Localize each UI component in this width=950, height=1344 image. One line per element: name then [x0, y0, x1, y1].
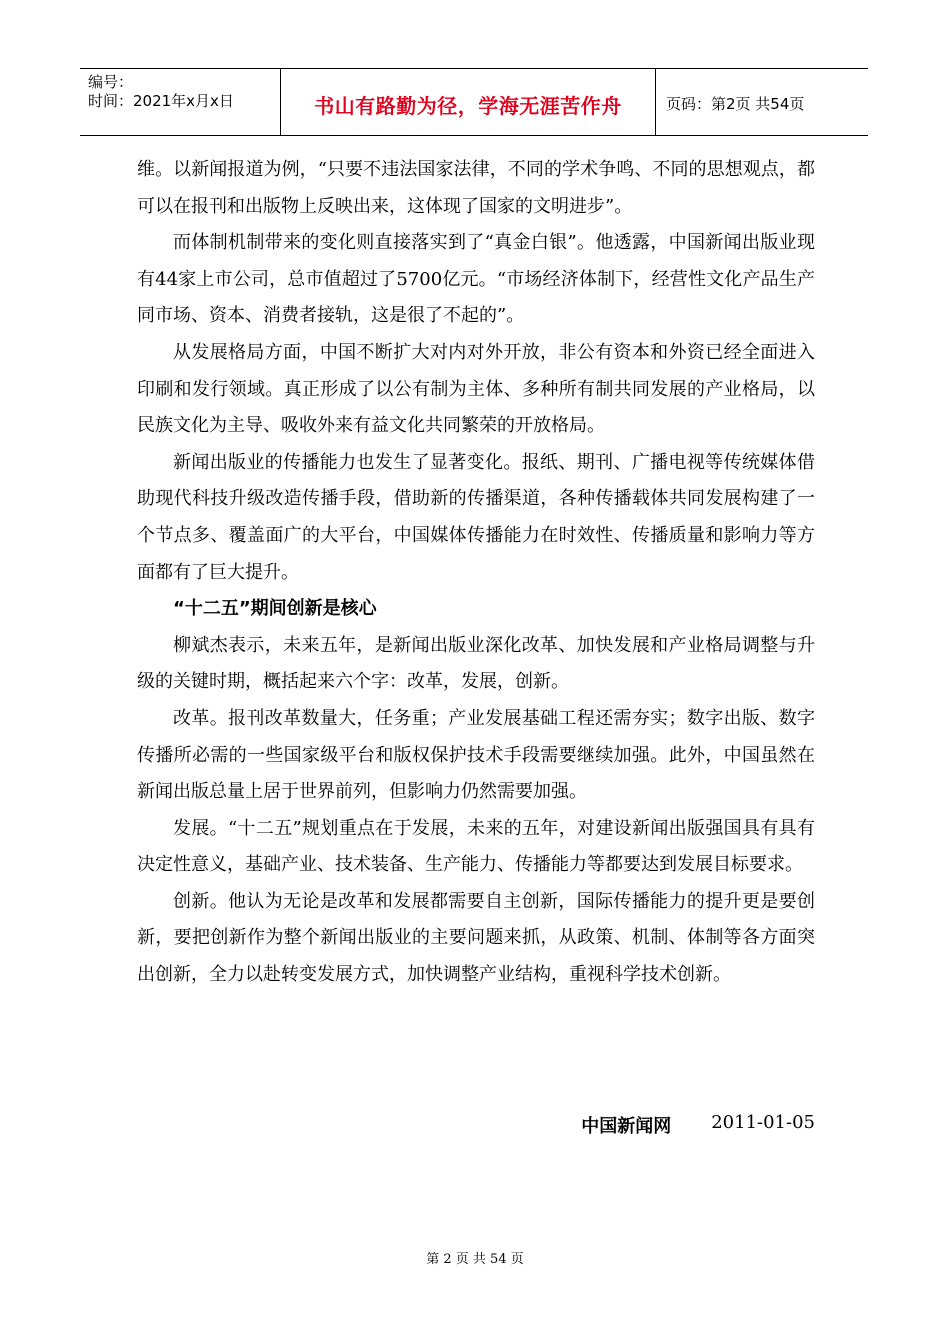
header-meta [80, 69, 281, 135]
section-heading: “十二五”期间创新是核心 [173, 598, 377, 620]
paragraph: 从发展格局方面，中国不断扩大对内对外开放，非公有资本和外资已经全面进入印刷和发行领域。真正形成了以公有制为主体、多种所有制共同发展的产业格局，以民族文化为主导、吸收外来有益文化共同繁荣的开放格局。 [137, 341, 815, 437]
paragraph: 而体制机制带来的变化则直接落实到了“真金白银”。他透露，中国新闻出版业现有44家上市公司，总市值超过了5700亿元。“市场经济体制下，经营性文化产品生产同市场、资本、消费者接轨，这是很了不起的”。 [137, 232, 815, 327]
page-footer: 第 2 页 共 54 页 [426, 1252, 524, 1267]
paragraph: 新闻出版业的传播能力也发生了显著变化。报纸、期刊、广播电视等传统媒体借助现代科技升级改造传播手段，借助新的传播渠道，各种传播载体共同发展构建了一个节点多、覆盖面广的大平台，中国媒体传播能力在时效性、传播质量和影响力等方面都有了巨大提升。 [137, 451, 815, 583]
paragraph: 柳斌杰表示，未来五年，是新闻出版业深化改革、加快发展和产业格局调整与升级的关键时期，概括起来六个字：改革，发展，创新。 [137, 634, 815, 693]
paragraph: 改革。报刊改革数量大，任务重；产业发展基础工程还需夯实；数字出版、数字传播所必需的一些国家级平台和版权保护技术手段需要继续加强。此外，中国虽然在新闻出版总量上居于世界前列，但影响力仍然需要加强。 [137, 707, 815, 803]
header-page-info: 页码：第2页 共54页 [666, 94, 805, 113]
header-motto: 书山有路勤为径，学海无涯苦作舟 [281, 69, 656, 135]
page-header [80, 68, 868, 136]
paragraph: 创新。他认为无论是改革和发展都需要自主创新，国际传播能力的提升更是要创新，要把创新作为整个新闻出版业的主要问题来抓，从政策、机制、体制等各方面突出创新，全力以赴转变发展方式，加快调整产业结构，重视科学技术创新。 [137, 890, 815, 986]
paragraph: 发展。“十二五”规划重点在于发展，未来的五年，对建设新闻出版强国具有具有决定性意义，基础产业、技术装备、生产能力、传播能力等都要达到发展目标要求。 [137, 817, 815, 876]
document-date-label: 时间：2021年x月x日 [88, 92, 234, 110]
source-date: 2011-01-05 [711, 1112, 815, 1133]
paragraph: 维。以新闻报道为例，“只要不违法国家法律，不同的学术争鸣、不同的思想观点，都可以在报刊和出版物上反映出来，这体现了国家的文明进步”。 [137, 159, 815, 217]
document-number-label: 编号： [88, 73, 134, 91]
source-name: 中国新闻网 [581, 1116, 672, 1137]
article-source [581, 1112, 815, 1138]
article-body [137, 152, 815, 994]
